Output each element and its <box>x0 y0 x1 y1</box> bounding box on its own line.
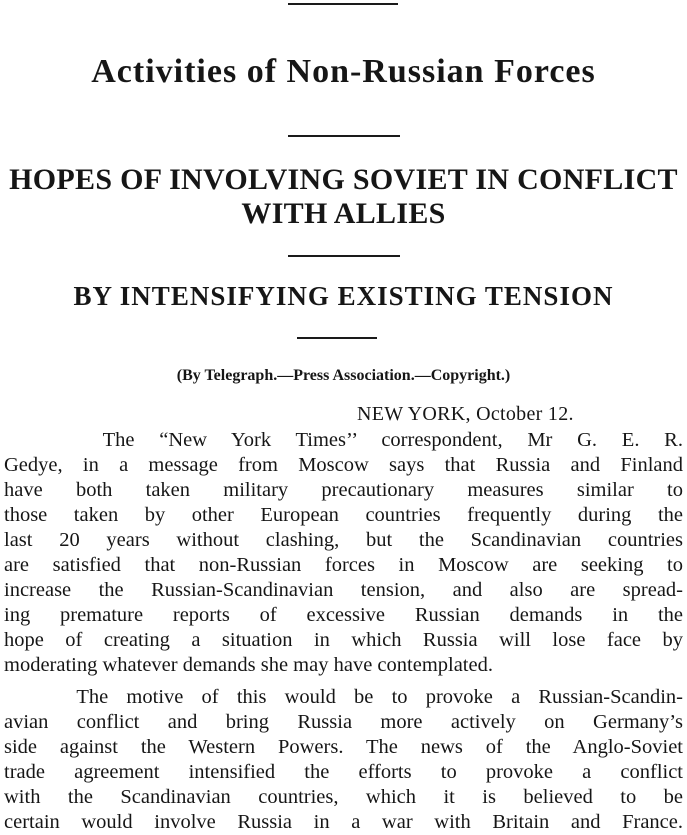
body-paragraph-2 <box>4 685 683 835</box>
text-line: The “New York Times’’ correspondent, Mr G. E. R. <box>4 429 683 451</box>
rule-under-subheadline <box>288 255 400 257</box>
text-line: Gedye, in a message from Moscow says that Russia and Finland <box>4 454 683 476</box>
subheadline-line-2: WITH ALLIES <box>241 197 446 230</box>
text-line: avian conflict and bring Russia more actively on Germany’s <box>4 711 683 733</box>
text-line: trade agreement intensified the efforts to provoke a conflict <box>4 761 683 783</box>
subheadline <box>0 163 687 231</box>
text-line: hope of creating a situation in which Russia will lose face by <box>4 629 683 651</box>
text-line: are satisfied that non-Russian forces in Moscow are seeking to <box>4 554 683 576</box>
top-rule <box>288 3 398 5</box>
text-line: increase the Russian-Scandinavian tension, and also are spread- <box>4 579 683 601</box>
text-line: ing premature reports of excessive Russian demands in the <box>4 604 683 626</box>
subheadline-line-1: HOPES OF INVOLVING SOVIET IN CONFLICT <box>9 163 678 196</box>
text-line: have both taken military precautionary measures similar to <box>4 479 683 501</box>
third-headline: BY INTENSIFYING EXISTING TENSION <box>73 281 614 311</box>
text-line: The motive of this would be to provoke a Russian-Scandin- <box>4 686 683 708</box>
wire-credit: (By Telegraph.—Press Association.—Copyright.) <box>176 367 511 384</box>
body-paragraph-1 <box>4 428 683 678</box>
rule-under-third-headline <box>297 337 377 339</box>
headline: Activities of Non-Russian Forces <box>91 53 596 90</box>
dateline: NEW YORK, October 12. <box>357 403 574 425</box>
text-line: side against the Western Powers. The news of the Anglo-Soviet <box>4 736 683 758</box>
rule-under-headline <box>288 135 400 137</box>
text-line: certain would involve Russia in a war with Britain and France. <box>4 811 683 833</box>
text-line: moderating whatever demands she may have contemplated. <box>4 654 493 676</box>
text-line: those taken by other European countries frequently during the <box>4 504 683 526</box>
text-line: with the Scandinavian countries, which it is believed to be <box>4 786 683 808</box>
text-line: last 20 years without clashing, but the Scandinavian countries <box>4 529 683 551</box>
